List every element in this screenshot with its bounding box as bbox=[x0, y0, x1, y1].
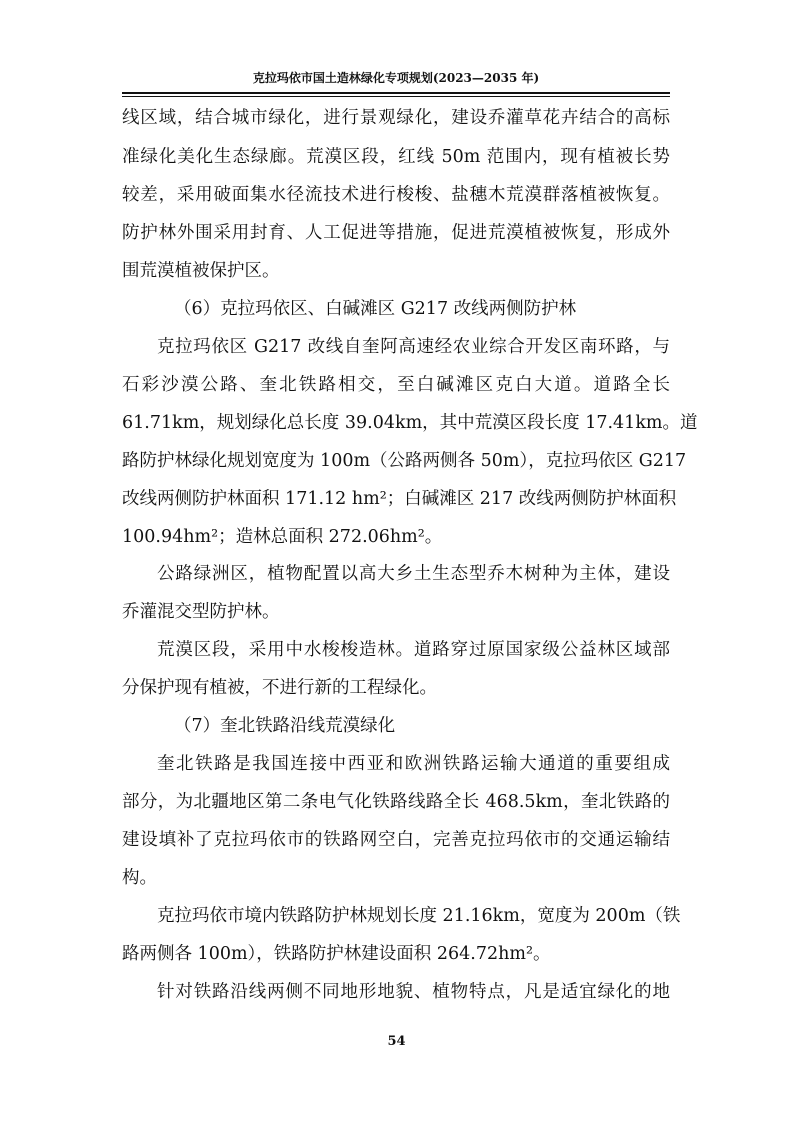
body-line: 荒漠区段，采用中水梭梭造林。道路穿过原国家级公益林区域部 bbox=[157, 640, 670, 660]
section-heading-7: （7）奎北铁路沿线荒漠绿化 bbox=[174, 716, 396, 736]
body-line: 分保护现有植被，不进行新的工程绿化。 bbox=[122, 678, 437, 698]
body-line: 100.94hm²；造林总面积 272.06hm²。 bbox=[122, 527, 443, 547]
body-line: 克拉玛依区 G217 改线自奎阿高速经农业综合开发区南环路，与 bbox=[157, 337, 670, 357]
body-line: 石彩沙漠公路、奎北铁路相交，至白碱滩区克白大道。道路全长 bbox=[122, 375, 670, 395]
body-line: 较差，采用破面集水径流技术进行梭梭、盐穗木荒漠群落植被恢复。 bbox=[122, 185, 670, 205]
body-line: 公路绿洲区，植物配置以高大乡土生态型乔木树种为主体，建设 bbox=[157, 564, 670, 584]
body-line: 准绿化美化生态绿廊。荒漠区段，红线 50m 范围内，现有植被长势 bbox=[122, 147, 670, 167]
body-line: 克拉玛依市境内铁路防护林规划长度 21.16km，宽度为 200m（铁 bbox=[157, 906, 681, 926]
section-heading-6: （6）克拉玛依区、白碱滩区 G217 改线两侧防护林 bbox=[174, 299, 577, 319]
body-line: 防护林外围采用封育、人工促进等措施，促进荒漠植被恢复，形成外 bbox=[122, 223, 670, 243]
body-line: 奎北铁路是我国连接中西亚和欧洲铁路运输大通道的重要组成 bbox=[157, 754, 670, 774]
body-line: 61.71km，规划绿化总长度 39.04km，其中荒漠区段长度 17.41km。道 bbox=[122, 413, 698, 433]
body-line: 围荒漠植被保护区。 bbox=[122, 261, 280, 281]
running-header: 克拉玛依市国土造林绿化专项规划(2023—2035 年) bbox=[252, 71, 540, 85]
body-line: 路两侧各 100m），铁路防护林建设面积 264.72hm²。 bbox=[122, 944, 551, 964]
body-line: 线区域，结合城市绿化，进行景观绿化，建设乔灌草花卉结合的高标 bbox=[122, 108, 670, 128]
body-line: 建设填补了克拉玛依市的铁路网空白，完善克拉玛依市的交通运输结 bbox=[122, 830, 670, 850]
body-line: 路防护林绿化规划宽度为 100m（公路两侧各 50m），克拉玛依区 G217 bbox=[122, 451, 687, 471]
body-line: 乔灌混交型防护林。 bbox=[122, 602, 280, 622]
body-line: 构。 bbox=[122, 868, 157, 888]
body-line: 针对铁路沿线两侧不同地形地貌、植物特点，凡是适宜绿化的地 bbox=[157, 982, 670, 1002]
body-line: 改线两侧防护林面积 171.12 hm²；白碱滩区 217 改线两侧防护林面积 bbox=[122, 489, 677, 509]
page-number: 54 bbox=[387, 1034, 406, 1049]
header-rule-thin bbox=[122, 96, 670, 97]
body-line: 部分，为北疆地区第二条电气化铁路线路全长 468.5km，奎北铁路的 bbox=[122, 792, 670, 812]
header-rule-thick bbox=[122, 92, 670, 94]
